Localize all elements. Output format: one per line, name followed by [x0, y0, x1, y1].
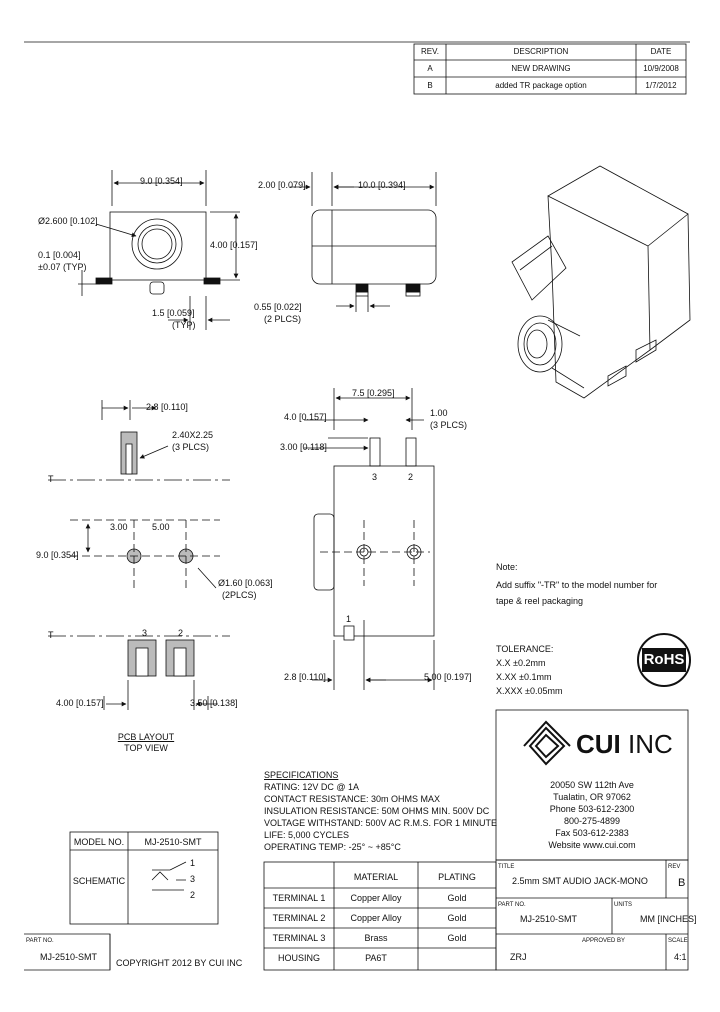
top-span-dim: 7.5 [0.295] [352, 388, 395, 398]
rev-header-date: DATE [650, 47, 672, 56]
spec-line-3: INSULATION RESISTANCE: 50M OHMS MIN. 500V DC [264, 806, 490, 816]
units-value: MM [INCHES] [640, 914, 697, 924]
part-value: MJ-2510-SMT [520, 914, 578, 924]
row-3-plating: Gold [447, 933, 467, 943]
top-pin-w: 1.00 [430, 408, 448, 418]
plating-header: PLATING [438, 872, 476, 882]
row-4-material: PA6T [365, 953, 387, 963]
company-website: Website www.cui.com [548, 840, 636, 850]
spec-line-5: LIFE: 5,000 CYCLES [264, 830, 350, 840]
pcb-pad-size: 2.40X2.25 [172, 430, 214, 440]
scale-value: 4:1 [674, 952, 687, 962]
pcb-pad-x-dim: 2.8 [0.110] [146, 402, 188, 412]
row-1-plating: Gold [447, 893, 467, 903]
schematic-pin-1: 1 [190, 858, 196, 868]
cui-logo-icon [524, 722, 570, 764]
rev-a-date: 10/9/2008 [643, 64, 679, 73]
rev-b-desc: added TR package option [495, 81, 587, 90]
rev-header-desc: DESCRIPTION [513, 47, 569, 56]
top-pin-plcs: (3 PLCS) [430, 420, 468, 430]
pcb-hole-dim: Ø1.60 [0.063] [218, 578, 273, 588]
front-pad-typ: (TYP) [172, 320, 196, 330]
rev-a-desc: NEW DRAWING [511, 64, 571, 73]
specs-title: SPECIFICATIONS [264, 770, 339, 780]
rev-b-date: 1/7/2012 [645, 81, 677, 90]
spec-line-1: RATING: 12V DC @ 1A [264, 782, 359, 792]
tolerance-line-2: X.XX ±0.1mm [496, 672, 552, 682]
pcb-pad-plcs: (3 PLCS) [172, 442, 210, 452]
note-line-1: Add suffix "-TR" to the model number for [496, 580, 658, 590]
top-pin-1: 1 [346, 614, 352, 624]
row-3-material: Brass [364, 933, 388, 943]
note-title: Note: [496, 562, 518, 572]
top-bot-right-dim: 5.00 [0.197] [424, 672, 472, 682]
rev-a: A [427, 64, 433, 73]
tolerance-title: TOLERANCE: [496, 644, 554, 654]
approved-value: ZRJ [510, 952, 527, 962]
company-name-inc: INC [628, 729, 673, 759]
pcb-spacing-a: 3.00 [110, 522, 128, 532]
pcb-row-dim: 9.0 [0.354] [36, 550, 79, 560]
pcb-marker-bottom: T [48, 630, 54, 640]
pcb-pin-2: 2 [178, 628, 184, 638]
top-pin-3: 3 [372, 472, 378, 482]
pcb-hole-plcs: (2PLCS) [222, 590, 257, 600]
side-pin-plcs: (2 PLCS) [264, 314, 302, 324]
pcb-bot-left-dim: 4.00 [0.157] [56, 698, 104, 708]
rev-label: REV [668, 864, 681, 870]
row-1-material: Copper Alloy [350, 893, 402, 903]
drawing-title: 2.5mm SMT AUDIO JACK-MONO [512, 876, 648, 886]
pcb-bot-right-dim: 3.50 [0.138] [190, 698, 238, 708]
front-pad-dim: 1.5 [0.059] [152, 308, 195, 318]
spec-line-2: CONTACT RESISTANCE: 30m OHMS MAX [264, 794, 441, 804]
tolerance-line-1: X.X ±0.2mm [496, 658, 546, 668]
spec-line-6: OPERATING TEMP: -25° ~ +85°C [264, 842, 401, 852]
schematic-label: SCHEMATIC [72, 876, 126, 886]
top-pin-2: 2 [408, 472, 414, 482]
company-tel-2: 800-275-4899 [563, 816, 621, 826]
model-label: MODEL NO. [73, 837, 125, 847]
company-name-cui: CUI [576, 729, 621, 759]
copyright: COPYRIGHT 2012 BY CUI INC [116, 958, 243, 968]
front-hole-dim: Ø2.600 [0.102] [38, 216, 98, 226]
side-body-dim: 10.0 [0.394] [358, 180, 406, 190]
company-address-1: 20050 SW 112th Ave [550, 780, 634, 790]
row-4-name: HOUSING [277, 953, 320, 963]
top-bot-left-dim: 2.8 [0.110] [284, 672, 326, 682]
spec-line-4: VOLTAGE WITHSTAND: 500V AC R.M.S. FOR 1 MINUTE [264, 818, 498, 828]
rev-b: B [427, 81, 433, 90]
rev-value: B [678, 877, 686, 889]
model-value: MJ-2510-SMT [144, 837, 202, 847]
pcb-marker-top: T [48, 474, 54, 484]
pcb-layout-subtitle: TOP VIEW [124, 743, 168, 753]
row-1-name: TERMINAL 1 [272, 893, 326, 903]
front-standoff-dim: 0.1 [0.004] [38, 250, 81, 260]
company-fax: Fax 503-612-2383 [555, 828, 629, 838]
side-part-label: PART NO. [26, 938, 54, 944]
scale-label: SCALE [668, 938, 688, 944]
row-2-name: TERMINAL 2 [272, 913, 326, 923]
row-2-plating: Gold [447, 913, 467, 923]
pcb-layout-title: PCB LAYOUT [117, 732, 175, 742]
company-phone: Phone 503-612-2300 [549, 804, 635, 814]
part-label: PART NO. [498, 902, 526, 908]
row-3-name: TERMINAL 3 [272, 933, 326, 943]
front-standoff-tol: ±0.07 (TYP) [38, 262, 87, 272]
material-header: MATERIAL [353, 872, 399, 882]
schematic-pin-2: 2 [190, 890, 196, 900]
side-part-value: MJ-2510-SMT [40, 952, 98, 962]
note-line-2: tape & reel packaging [496, 596, 584, 606]
rev-header-rev: REV. [421, 47, 439, 56]
units-label: UNITS [614, 902, 632, 908]
pcb-spacing-b: 5.00 [152, 522, 170, 532]
pcb-pin-3: 3 [142, 628, 148, 638]
front-width-dim: 9.0 [0.354] [140, 176, 183, 186]
company-address-2: Tualatin, OR 97062 [553, 792, 631, 802]
rohs-label: RoHS [643, 651, 685, 668]
side-pin-dim: 0.55 [0.022] [254, 302, 302, 312]
title-label: TITLE [498, 864, 515, 870]
top-left-dim: 4.0 [0.157] [284, 412, 327, 422]
side-front-dim: 2.00 [0.079] [258, 180, 306, 190]
top-pin-len: 3.00 [0.118] [280, 442, 327, 452]
schematic-pin-3: 3 [190, 874, 196, 884]
approved-label: APPROVED BY [582, 938, 626, 944]
row-2-material: Copper Alloy [350, 913, 402, 923]
front-height-dim: 4.00 [0.157] [210, 240, 258, 250]
tolerance-line-3: X.XXX ±0.05mm [496, 686, 563, 696]
